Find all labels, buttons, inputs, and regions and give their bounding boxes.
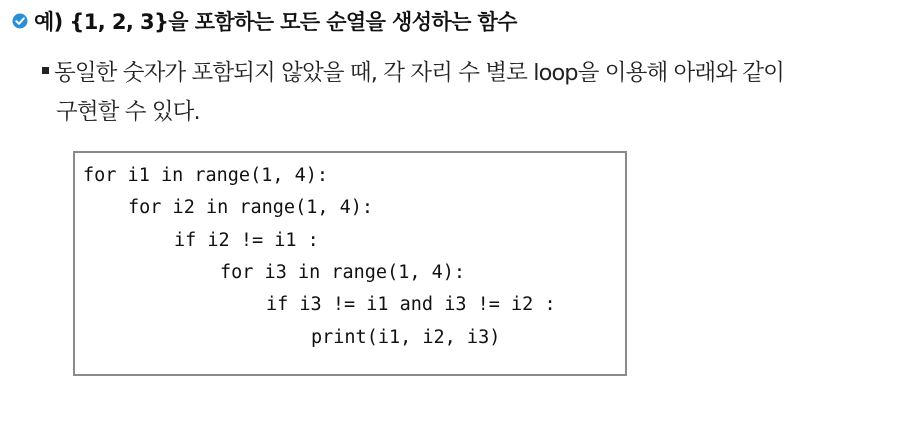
heading-title: 예) {1, 2, 3}을 포함하는 모든 순열을 생성하는 함수 [34,10,517,34]
code-line-5: if i3 != i1 and i3 != i2 : [266,294,556,315]
bullet-paragraph [42,54,892,132]
code-line-6: print(i1, i2, i3) [311,327,501,348]
square-bullet-icon [42,67,49,74]
bullet-text-2: 구현할 수 있다. [56,99,200,125]
code-line-1: for i1 in range(1, 4): [83,165,329,186]
code-line-3: if i2 != i1 : [174,230,319,251]
code-line-2: for i2 in range(1, 4): [128,197,374,218]
bullet-line-2 [42,93,892,132]
check-circle-icon [12,13,28,29]
code-block [73,151,627,376]
bullet-text-1: 동일한 숫자가 포함되지 않았을 때, 각 자리 수 별로 loop을 이용해 아래와 같이 [54,60,784,86]
code-line-4: for i3 in range(1, 4): [220,262,466,283]
heading [12,6,517,36]
bullet-line-1 [42,54,892,93]
